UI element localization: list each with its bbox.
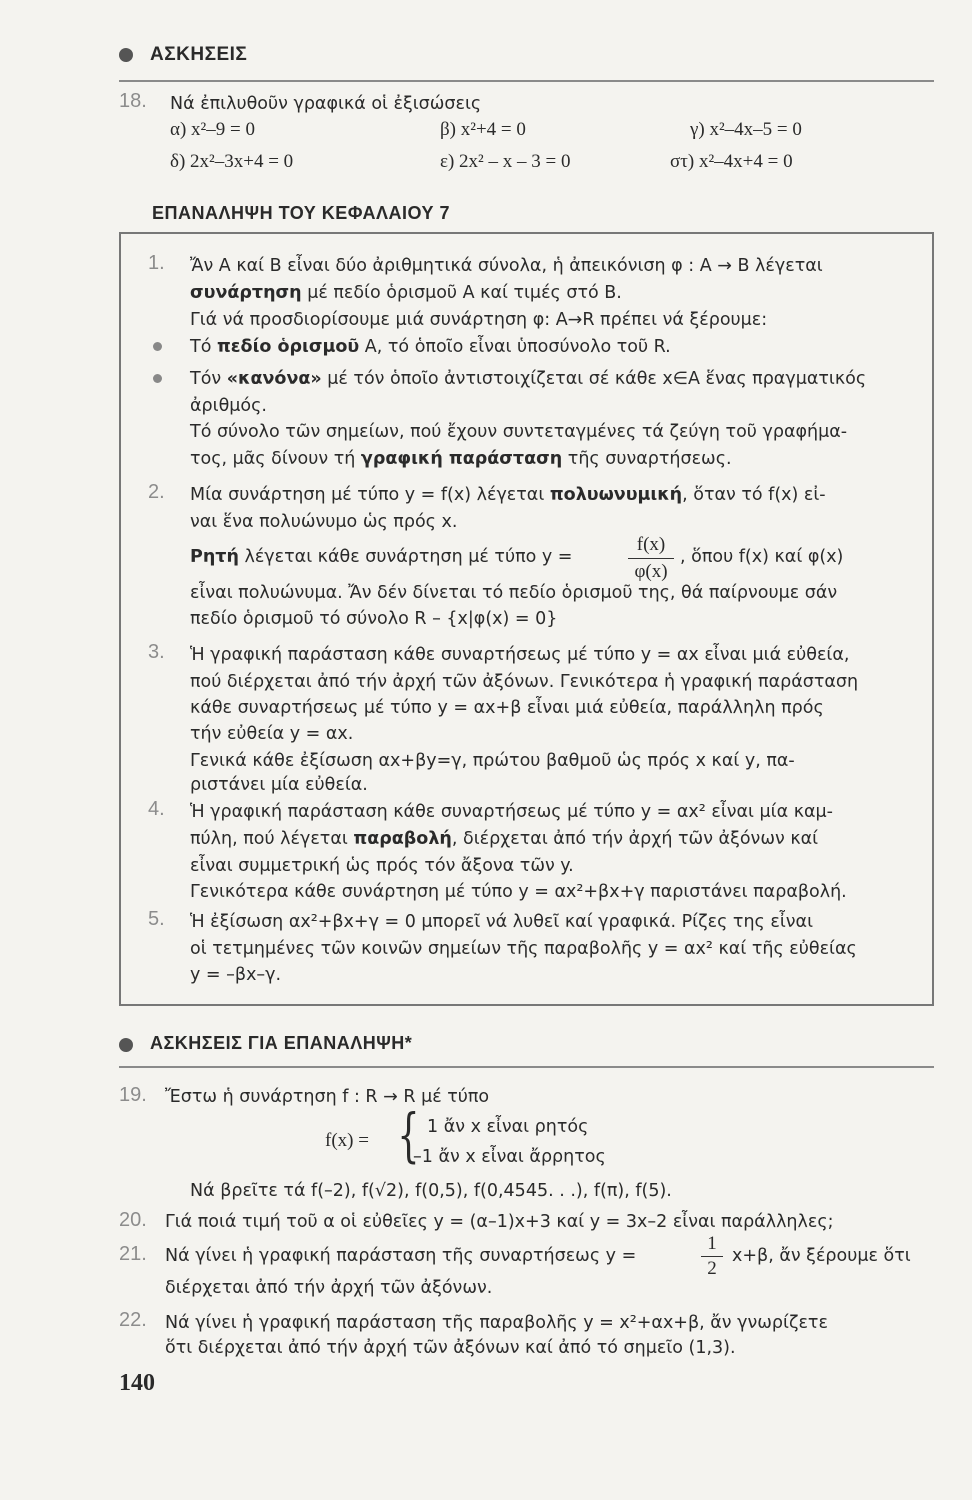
term-rational: Ρητή (190, 547, 239, 567)
text-line (190, 283, 622, 303)
text-span: , ὅταν τό f(x) εἰ- (682, 485, 826, 505)
text-span: Τόν (190, 369, 227, 389)
fraction-denominator: φ(x) (634, 561, 668, 582)
brace-icon: { (397, 1101, 420, 1169)
text-line: ναι ἕνα πολυώνυμο ὡς πρός x. (190, 512, 458, 532)
page-number: 140 (119, 1370, 155, 1396)
item-number: 2. (148, 481, 165, 503)
text-line (190, 337, 671, 357)
equation-b: β) x²+4 = 0 (440, 119, 526, 140)
term-polynomial: πολυωνυμική (549, 485, 683, 505)
text-span: μέ πεδίο ὁρισμοῦ A καί τιμές στό B. (301, 283, 622, 303)
text-line: Γενικά κάθε ἐξίσωση αx+βy=γ, πρώτου βαθμοῦ ὡς πρός x καί y, πα- (190, 751, 795, 771)
section-bullet-icon (119, 48, 133, 62)
text-line (190, 485, 826, 505)
exercise-text: Νά γίνει ἡ γραφική παράσταση τῆς παραβολῆς y = x²+αx+β, ἄν γνωρίζετε (165, 1313, 828, 1333)
text-span: Μία συνάρτηση μέ τύπο y = f(x) λέγεται (190, 485, 550, 505)
fraction-numerator: f(x) (636, 534, 666, 555)
section-title: ΑΣΚΗΣΕΙΣ ΓΙΑ ΕΠΑΝΑΛΗΨΗ* (150, 1033, 413, 1053)
exercise-text: Νά γίνει ἡ γραφική παράσταση τῆς συναρτήσεως y = (165, 1246, 637, 1266)
item-number: 5. (148, 908, 165, 930)
piecewise-case-2: –1 ἄν x εἶναι ἄρρητος (413, 1147, 606, 1167)
text-line (190, 449, 732, 469)
text-line (190, 547, 572, 567)
text-line (190, 829, 818, 849)
equation-a: α) x²–9 = 0 (170, 119, 255, 140)
header-divider (119, 80, 934, 82)
text-span: Τό (190, 337, 217, 357)
text-line: Ἄν A καί B εἶναι δύο ἀριθμητικά σύνολα, ἡ ἀπεικόνιση φ : A → B λέγεται (190, 256, 823, 276)
text-line: Ἡ γραφική παράσταση κάθε συναρτήσεως μέ τύπο y = αx εἶναι μιά εὐθεία, (190, 645, 850, 665)
text-span: λέγεται κάθε συνάρτηση μέ τύπο y = (238, 547, 573, 567)
text-line: y = –βx–γ. (190, 965, 282, 985)
text-line: οἱ τετμημένες τῶν κοινῶν σημείων τῆς παραβολῆς y = αx² καί τῆς εὐθείας (190, 939, 857, 959)
text-line: Ἡ ἐξίσωση αx²+βx+γ = 0 μπορεῖ νά λυθεῖ καί γραφικά. Ρίζες της εἶναι (190, 912, 813, 932)
exercise-text: Ἔστω ἡ συνάρτηση f : R → R μέ τύπο (165, 1087, 490, 1107)
exercise-number: 20. (119, 1209, 147, 1231)
piecewise-lhs: f(x) = (325, 1130, 369, 1151)
text-span: μέ τόν ὁποῖο ἀντιστοιχίζεται σέ κάθε x∈A ἕνας πραγματικός (321, 369, 867, 389)
equation-f: στ) x²–4x+4 = 0 (670, 151, 793, 172)
text-line: πού διέρχεται ἀπό τήν ἀρχή τῶν ἀξόνων. Γενικότερα ἡ γραφική παράσταση (190, 672, 859, 692)
text-line: , ὅπου f(x) καί φ(x) (680, 547, 844, 567)
term-rule: «κανόνα» (226, 369, 322, 389)
text-span: τος, μᾶς δίνουν τή (190, 449, 361, 469)
equation-e: ε) 2x² – x – 3 = 0 (440, 151, 571, 172)
text-span: A, τό ὁποῖο εἶναι ὑποσύνολο τοῦ R. (359, 337, 671, 357)
text-line: εἶναι πολυώνυμα. Ἄν δέν δίνεται τό πεδίο ὁρισμοῦ της, θά παίρνουμε σάν (190, 583, 838, 603)
item-number: 3. (148, 641, 165, 663)
piecewise-case-1: 1 ἄν x εἶναι ρητός (427, 1117, 589, 1137)
text-span: , διέρχεται ἀπό τήν ἀρχή τῶν ἀξόνων καί (451, 829, 819, 849)
text-line: ριστάνει μία εὐθεία. (190, 775, 368, 795)
exercise-text: Γιά ποιά τιμή τοῦ α οἱ εὐθεῖες y = (α–1)x+3 καί y = 3x–2 εἶναι παράλληλες; (165, 1212, 834, 1232)
bullet-icon (153, 374, 162, 383)
text-line: Ἡ γραφική παράσταση κάθε συναρτήσεως μέ τύπο y = αx² εἶναι μία καμ- (190, 802, 833, 822)
exercise-number: 18. (119, 90, 147, 112)
text-line: Γενικότερα κάθε συνάρτηση μέ τύπο y = αx²+βx+γ παριστάνει παραβολή. (190, 882, 847, 902)
section-divider (119, 1066, 934, 1068)
text-line: ἀριθμός. (190, 396, 267, 416)
text-line: κάθε συναρτήσεως μέ τύπο y = αx+β εἶναι μιά εὐθεία, παράλληλη πρός (190, 698, 824, 718)
exercise-number: 19. (119, 1084, 147, 1106)
fraction-bar (701, 1256, 723, 1257)
term-parabola: παραβολή (353, 829, 452, 849)
exercise-number: 22. (119, 1309, 147, 1331)
text-line: Τό σύνολο τῶν σημείων, πού ἔχουν συντεταγμένες τά ζεύγη τοῦ γραφήμα- (190, 422, 848, 442)
fraction-denominator: 2 (707, 1258, 717, 1279)
equation-d: δ) 2x²–3x+4 = 0 (170, 151, 294, 172)
bullet-icon (153, 342, 162, 351)
fraction-bar (628, 558, 674, 559)
text-line (190, 369, 866, 389)
exercise-text: ὅτι διέρχεται ἀπό τήν ἀρχή τῶν ἀξόνων καί ἀπό τό σημεῖο (1,3). (165, 1338, 736, 1358)
exercise-text: Νά βρεῖτε τά f(–2), f(√2), f(0,5), f(0,4545. . .), f(π), f(5). (190, 1181, 672, 1201)
equation-c: γ) x²–4x–5 = 0 (690, 119, 802, 140)
text-span: πύλη, πού λέγεται (190, 829, 354, 849)
exercise-text: διέρχεται ἀπό τήν ἀρχή τῶν ἀξόνων. (165, 1278, 493, 1298)
text-line: εἶναι συμμετρική ὡς πρός τόν ἄξονα τῶν y. (190, 856, 574, 876)
text-line: Γιά νά προσδιορίσουμε μιά συνάρτηση φ: A→R πρέπει νά ξέρουμε: (190, 310, 768, 330)
item-number: 4. (148, 798, 165, 820)
exercise-text: x+β, ἄν ξέρουμε ὅτι (732, 1246, 911, 1266)
term-graph: γραφική παράσταση (360, 449, 563, 469)
review-title: ΕΠΑΝΑΛΗΨΗ ΤΟΥ ΚΕΦΑΛΑΙΟΥ 7 (152, 203, 451, 223)
section-title: ΑΣΚΗΣΕΙΣ (150, 44, 248, 65)
term-function: συνάρτηση (190, 283, 302, 303)
exercise-text: Νά ἐπιλυθοῦν γραφικά οἱ ἐξισώσεις (170, 94, 482, 114)
term-domain: πεδίο ὁρισμοῦ (216, 337, 360, 357)
text-line: πεδίο ὁρισμοῦ τό σύνολο R – {x|φ(x) = 0} (190, 609, 558, 629)
text-line: τήν εὐθεία y = αx. (190, 724, 354, 744)
exercise-number: 21. (119, 1243, 147, 1265)
item-number: 1. (148, 252, 165, 274)
text-span: τῆς συναρτήσεως. (562, 449, 732, 469)
section-bullet-icon (119, 1038, 133, 1052)
fraction-numerator: 1 (707, 1233, 717, 1254)
